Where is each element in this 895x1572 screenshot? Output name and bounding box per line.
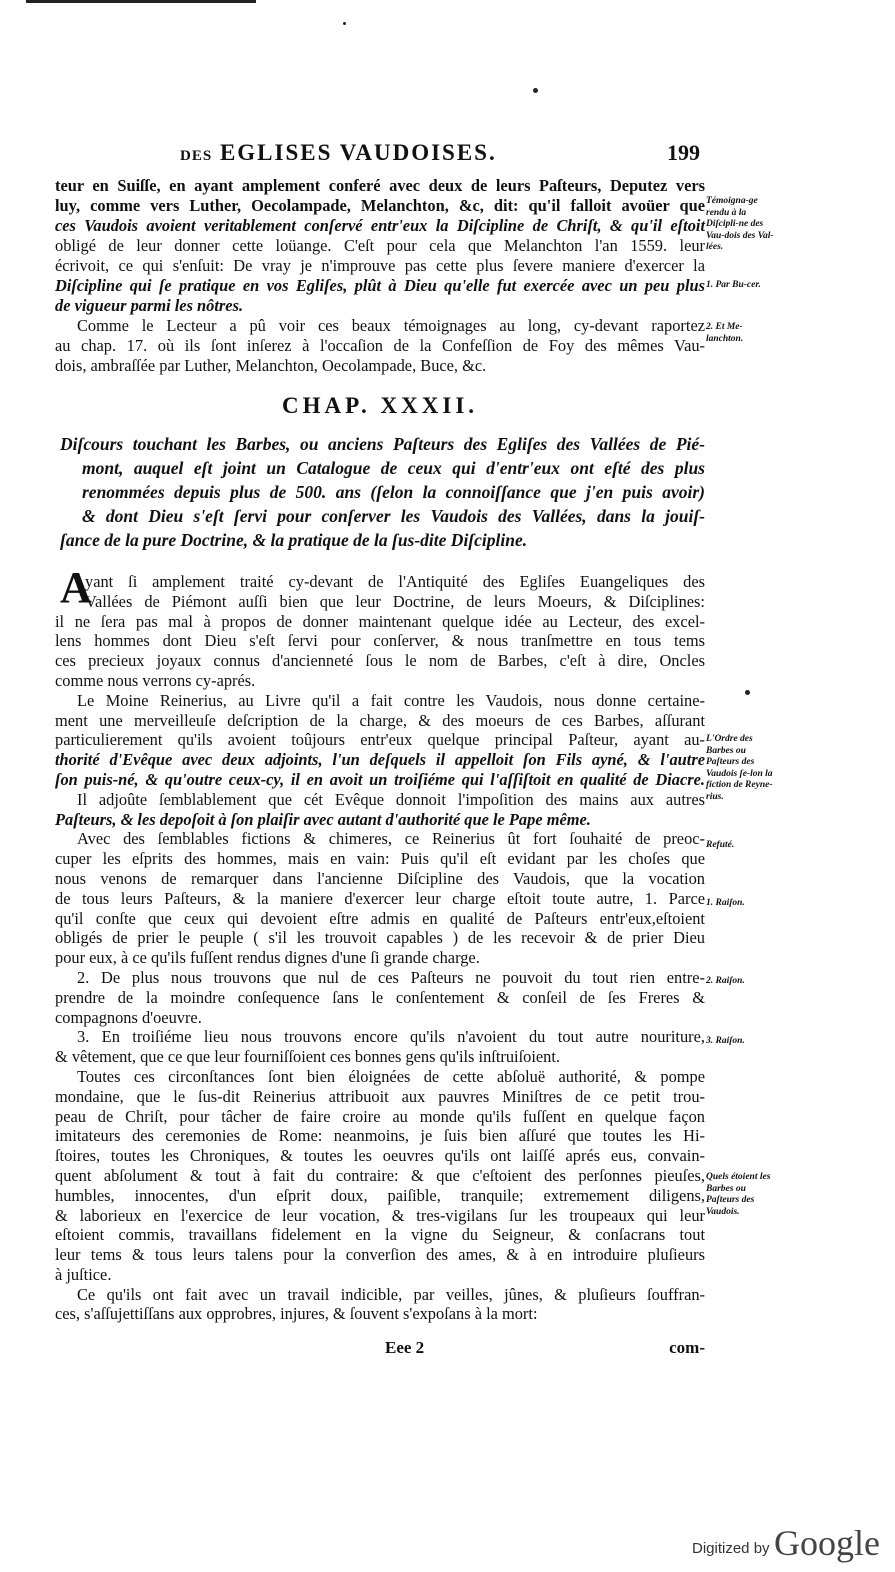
text-line: Il adjoûte ſemblablement que cét Evêque donnoit l'impoſition des mains aux autres	[77, 789, 705, 809]
text-line: Ce qu'ils ont fait avec un travail indicible, par veilles, jûnes, & pluſieurs ſouffran-	[77, 1284, 705, 1304]
text-line: peau de Chriſt, pour tâcher de faire croire au monde qu'ils fuſſent en quelque façon	[55, 1106, 705, 1126]
text-line: leur tems & tous leurs talens pour la converſion des ames, & à en introduire pluſieurs	[55, 1245, 705, 1265]
margin-note: Quels étoient les Barbes ou Paſteurs des Vaudois.	[706, 1172, 771, 1217]
text-line: il ne ſera pas mal à propos de donner maintenant quelque idée au Lecteur, des excel-	[55, 611, 705, 631]
text-line: 3. En troiſiéme lieu nous trouvons encore qu'ils n'avoient du tout autre nouriture,	[77, 1027, 705, 1047]
block1	[55, 176, 705, 376]
summary-line: mont, auquel eſt joint un Catalogue de ceux qui d'entr'eux ont eſté des plus	[82, 458, 705, 478]
chapter-summary	[60, 432, 705, 552]
text-line: Diſcipline qui ſe pratique en vos Egliſes, plût à Dieu qu'elle fut exercée avec un peu plus	[55, 276, 705, 295]
summary-line: ſance de la pure Doctrine, & la pratique de la ſus-dite Diſcipline.	[60, 530, 528, 550]
watermark-prefix: Digitized by	[692, 1540, 770, 1557]
text-line: humbles, innocentes, d'un eſprit doux, paiſible, tranquile; extremement diligens,	[55, 1185, 705, 1205]
text-line: thorité d'Evêque avec deux adjoints, l'un deſquels il appelloit ſon Fils ayné, & l'autre	[55, 750, 705, 770]
text-line: ces, s'aſſujettiſſans aux opprobres, injures, & ſouvent s'expoſans à la mort:	[55, 1304, 538, 1324]
text-line: quent abſolument & tout à fait du contraire: & que c'eſtoient des perſonnes pieuſes,	[55, 1165, 705, 1185]
summary-line: Diſcours touchant les Barbes, ou anciens Paſteurs des Egliſes des Vallées de Pié-	[60, 434, 705, 454]
ink-dot	[533, 88, 538, 93]
text-line: obligés de prier le peuple ( s'il les trouvoit capables ) de les recevoir & de prier Dieu	[55, 928, 705, 948]
drop-cap: A	[60, 563, 92, 612]
ink-dot	[745, 690, 750, 695]
text-line: & vêtement, que ce que leur fourniſſoient ces bonnes gens qu'ils inſtruiſoient.	[55, 1047, 561, 1067]
google-logo: Google	[774, 1523, 880, 1563]
text-line: à juſtice.	[55, 1264, 112, 1284]
summary-line: & dont Dieu s'eſt ſervi pour conſerver les Vaudois des Vallées, dans la jouiſ-	[82, 506, 705, 526]
main-text	[55, 572, 705, 1324]
text-line: Le Moine Reinerius, au Livre qu'il a fait contre les Vaudois, nous donne certaine-	[77, 690, 705, 710]
text-line: pour eux, à ce qu'ils fuſſent rendus dignes d'une ſi grande charge.	[55, 948, 480, 968]
margin-note: L'Ordre des Barbes ou Paſteurs des Vaudois ſe-lon la fiction de Reyne-rius.	[706, 734, 773, 802]
margin-note: Témoigna-ge rendu à la Diſcipli-ne des Vau-dois des Val-lées.	[706, 196, 774, 252]
text-line: ces Vaudois avoient veritablement conſervé entr'eux la Diſcipline de Chriſt, & qu'il eſtoit	[55, 216, 705, 235]
margin-note: 2. Raiſon.	[706, 976, 745, 986]
running-title	[180, 140, 497, 166]
text-line: Vallées de Piémont auſſi bien que leur Doctrine, de leurs Moeurs, & Diſciplines:	[85, 591, 705, 611]
text-line: eſtoient commis, travaillans fidelement en la vigne du Seigneur, & conſacrans tout	[55, 1225, 705, 1245]
text-line: au chap. 17. où ils ſont inſerez à l'occaſion de la Confeſſion de Foy des mêmes Vau-	[55, 336, 705, 355]
text-line: qu'il conſte que ceux qui devoient eſtre admis en qualité de Paſteurs entr'eux,eſtoient	[55, 908, 705, 928]
margin-note: Refuté.	[706, 840, 735, 850]
top-rule	[26, 0, 256, 11]
margin-note: 2. Et Me-lanchton.	[706, 322, 744, 344]
margin-note: 3. Raiſon.	[706, 1036, 745, 1046]
text-line: Toutes ces circonſtances ſont bien éloignées de cette abſoluë authorité, & pompe	[77, 1066, 705, 1086]
catchword: com-	[669, 1338, 705, 1357]
text-line: comme nous verrons cy-aprés.	[55, 670, 256, 690]
text-line: ſon puis-né, & qu'outre ceux-cy, il en avoit un troiſiéme qui l'aſſiſtoit en qualité de Diacre.	[55, 769, 705, 789]
text-line: de tous leurs Paſteurs, & la maniere d'exercer leur charge eſtoit toute autre, 1. Parce	[55, 888, 705, 908]
text-line: prendre de la moindre conſequence ſans le conſentement & conſeil de ſes Freres &	[55, 987, 705, 1007]
text-line: 2. De plus nous trouvons que nul de ces Paſteurs ne pouvoit du tout rien entre-	[77, 967, 705, 987]
page-footer	[55, 1338, 705, 1360]
text-line: ces precieux joyaux connus d'ancienneté ſous le nom de Barbes, c'eſt à dire, Oncles	[55, 651, 705, 671]
text-line: écrivoit, ce qui s'enſuit: De vray je n'improuve pas cette plus ſevere maniere d'exercer la	[55, 256, 705, 275]
text-line: de vigueur parmi les nôtres.	[55, 296, 244, 315]
text-line: nous venons de remarquer dans l'ancienne Diſcipline des Vaudois, que la vocation	[55, 868, 705, 888]
running-header	[180, 140, 700, 168]
text-line: dois, ambraſſée par Luther, Melanchton, Oecolampade, Buce, &c.	[55, 356, 487, 375]
text-line: luy, comme vers Luther, Oecolampade, Melanchton, &c, dit: qu'il falloit avoüer que	[55, 196, 705, 215]
text-line: compagnons d'oeuvre.	[55, 1007, 202, 1027]
text-line: yant ſi amplement traité cy-devant de l'Antiquité des Egliſes Euangeliques des	[85, 572, 705, 591]
summary-line: renommées depuis plus de 500. ans (ſelon la connoiſſance que j'en puis avoir)	[82, 482, 705, 502]
text-line: ment une merveilleuſe deſcription de la charge, & des moeurs de ces Barbes, aſſurant	[55, 710, 705, 730]
text-line: ſtoires, toutes les Chroniques, & toutes les oeuvres qu'ils ont laiſſé aprés eus, convain-	[55, 1146, 705, 1166]
margin-note: 1. Par Bu-cer.	[706, 280, 761, 290]
ink-dot	[343, 22, 346, 25]
text-line: imitateurs des ceremonies de Rome: neanmoins, je ſuis bien aſſuré que toutes les Hi-	[55, 1126, 705, 1146]
running-title-main: EGLISES VAUDOISES.	[219, 140, 497, 165]
text-line: mondaine, que le ſus-dit Reinerius attribuoit aux pauvres Miniſtres de ce petit trou-	[55, 1086, 705, 1106]
text-line: obligé de leur donner cette loüange. C'eſt pour cela que Melanchton l'an 1559. leur	[55, 236, 705, 255]
text-line: teur en Suiſſe, en ayant amplement conferé avec deux de leurs Paſteurs, Deputez vers	[55, 176, 705, 195]
text-line: cuper les eſprits des hommes, mais en vain: Puis qu'il eſt evidant par les choſes que	[55, 849, 705, 869]
text-line: Comme le Lecteur a pû voir ces beaux témoignages au long, cy-devant raportez	[77, 316, 705, 335]
signature-mark: Eee 2	[385, 1338, 425, 1357]
text-line: Avec des ſemblables fictions & chimeres, ce Reinerius ût fort ſouhaité de preoc-	[77, 829, 705, 849]
text-line: Paſteurs, & les depoſoit à ſon plaiſir avec autant d'authorité que le Pape même.	[55, 809, 591, 829]
text-line: particulierement qu'ils avoient toûjours entr'eux quelque principal Paſteur, ayant au-	[55, 730, 705, 750]
chapter-heading: CHAP. XXXII.	[281, 393, 479, 418]
text-line: lens hommes dont Dieu s'eſt ſervi pour conſerver, & nous tranſmettre en tous tems	[55, 631, 705, 651]
margin-note: 1. Raiſon.	[706, 898, 745, 908]
page-number: 199	[667, 140, 700, 165]
running-title-prefix: DES	[180, 148, 213, 164]
text-line: & laborieux en l'exercice de leur vocation, & tres-vigilans ſur les troupeaux qui leur	[55, 1205, 705, 1225]
